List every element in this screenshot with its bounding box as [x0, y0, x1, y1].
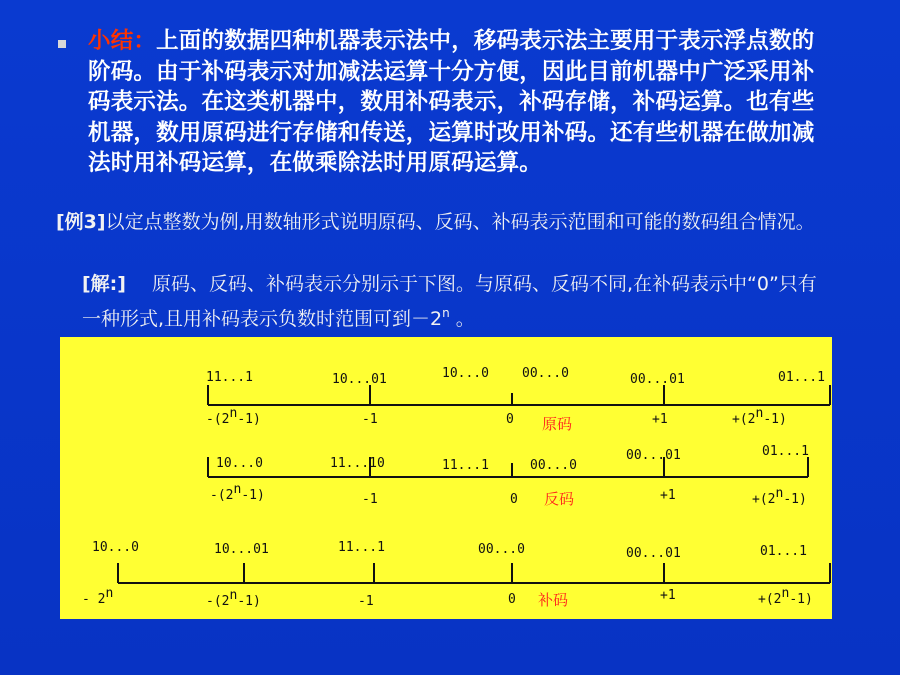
value-label: +1: [660, 588, 676, 603]
code-label: 10...01: [214, 542, 269, 557]
value-label: -1: [362, 492, 378, 507]
code-label: 00...01: [626, 546, 681, 561]
value-label: +1: [652, 412, 668, 427]
code-label: 00...0: [522, 366, 569, 381]
value-label: +(2n-1): [752, 486, 807, 507]
code-label: 11...1: [442, 458, 489, 473]
code-label: 10...0: [92, 540, 139, 555]
code-label: 00...0: [530, 458, 577, 473]
value-label: 0: [506, 412, 514, 427]
value-label: +(2n-1): [732, 406, 787, 427]
row-name: 反码: [544, 490, 575, 508]
value-label: -1: [358, 594, 374, 609]
value-label: +1: [660, 488, 676, 503]
value-label: -1: [362, 412, 378, 427]
row-ones-complement: [208, 444, 809, 508]
code-label: 10...01: [332, 372, 387, 387]
code-label: 11...1: [338, 540, 385, 555]
row-sign-magnitude: [206, 366, 830, 433]
summary-paragraph: [88, 26, 828, 179]
summary-text: 上面的数据四种机器表示法中，移码表示法主要用于表示浮点数的阶码。由于补码表示对加减法运算十分方便，因此目前机器中广泛采用补码表示法。在这类机器中，数用补码表示，补码存储，补码运算。也有些机器，数用原码进行存储和传送，运算时改用补码。还有些机器在做加减法时用补码运算，在做乘除法时用原码运算。: [88, 28, 815, 176]
code-label: 01...1: [762, 444, 809, 459]
code-label: 10...0: [216, 456, 263, 471]
example-paragraph: [56, 208, 836, 237]
code-label: 11...10: [330, 456, 385, 471]
value-label: 0: [510, 492, 518, 507]
summary-label: 小结：: [88, 28, 157, 54]
code-label: 01...1: [778, 370, 825, 385]
row-name: 补码: [538, 591, 569, 609]
row-twos-complement: [82, 540, 830, 609]
code-label: 00...01: [626, 448, 681, 463]
solution-tag: [解:]: [82, 273, 126, 295]
code-label: 00...01: [630, 372, 685, 387]
number-line-figure: [60, 337, 832, 619]
solution-paragraph: [82, 270, 832, 334]
row-name: 原码: [542, 415, 573, 433]
value-label: +(2n-1): [758, 586, 813, 607]
example-tag: [例3]: [56, 211, 106, 233]
value-label: -(2n-1): [210, 482, 265, 503]
value-label: -(2n-1): [206, 588, 261, 609]
value-label: - 2n: [82, 586, 114, 607]
code-label: 10...0: [442, 366, 489, 381]
number-line-diagram: [60, 337, 832, 619]
solution-text-end: 。: [449, 308, 475, 330]
value-label: 0: [508, 592, 516, 607]
code-label: 00...0: [478, 542, 525, 557]
code-label: 11...1: [206, 370, 253, 385]
value-label: -(2n-1): [206, 406, 261, 427]
code-label: 01...1: [760, 544, 807, 559]
bullet-marker: [58, 40, 66, 48]
solution-text: 原码、反码、补码表示分别示于下图。与原码、反码不同,在补码表示中“0”只有一种形式,且用补码表示负数时范围可到－2: [82, 273, 817, 330]
example-text: 以定点整数为例,用数轴形式说明原码、反码、补码表示范围和可能的数码组合情况。: [105, 211, 815, 233]
solution-exponent: n: [442, 306, 450, 320]
